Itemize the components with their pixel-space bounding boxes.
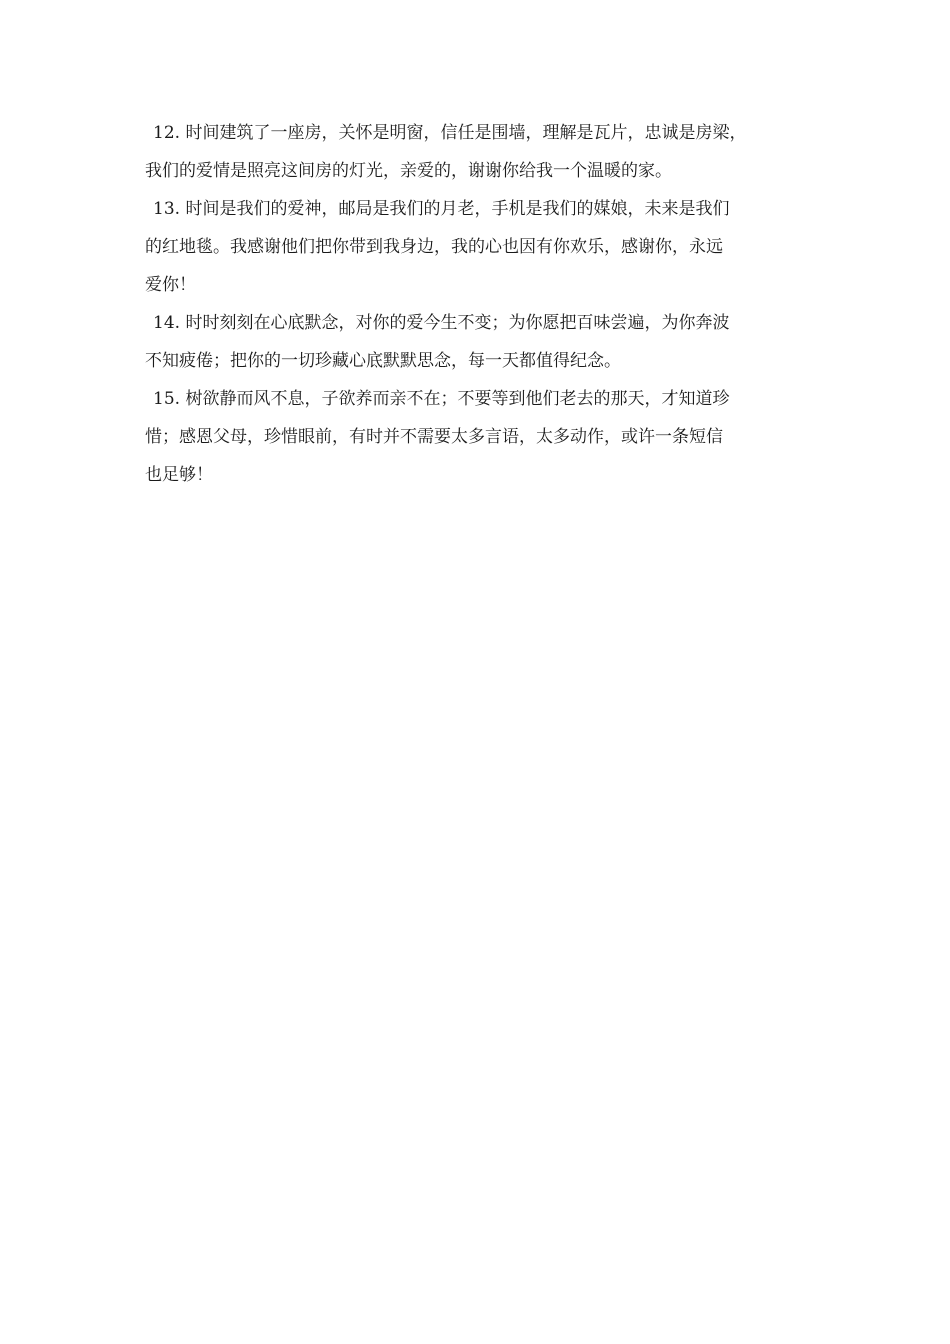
paragraph-line: 的红地毯。我感谢他们把你带到我身边，我的心也因有你欢乐，感谢你，永远	[145, 237, 723, 257]
paragraph-line: 12. 时间建筑了一座房，关怀是明窗，信任是围墙，理解是瓦片，忠诚是房梁，	[153, 123, 747, 143]
list-item	[145, 314, 830, 371]
list-item	[145, 390, 830, 485]
document-body	[145, 124, 830, 504]
list-item	[145, 200, 830, 295]
paragraph-line: 14. 时时刻刻在心底默念，对你的爱今生不变；为你愿把百味尝遍，为你奔波	[153, 313, 730, 333]
paragraph-line: 爱你！	[145, 275, 196, 295]
paragraph-line: 不知疲倦；把你的一切珍藏心底默默思念，每一天都值得纪念。	[145, 351, 621, 371]
list-item	[145, 124, 830, 181]
paragraph-line: 惜；感恩父母，珍惜眼前，有时并不需要太多言语，太多动作，或许一条短信	[145, 427, 723, 447]
paragraph-line: 13. 时间是我们的爱神，邮局是我们的月老，手机是我们的媒娘，未来是我们	[153, 199, 730, 219]
paragraph-line: 也足够！	[145, 465, 213, 485]
paragraph-line: 我们的爱情是照亮这间房的灯光，亲爱的，谢谢你给我一个温暖的家。	[145, 161, 672, 181]
paragraph-line: 15. 树欲静而风不息，子欲养而亲不在；不要等到他们老去的那天，才知道珍	[153, 389, 730, 409]
